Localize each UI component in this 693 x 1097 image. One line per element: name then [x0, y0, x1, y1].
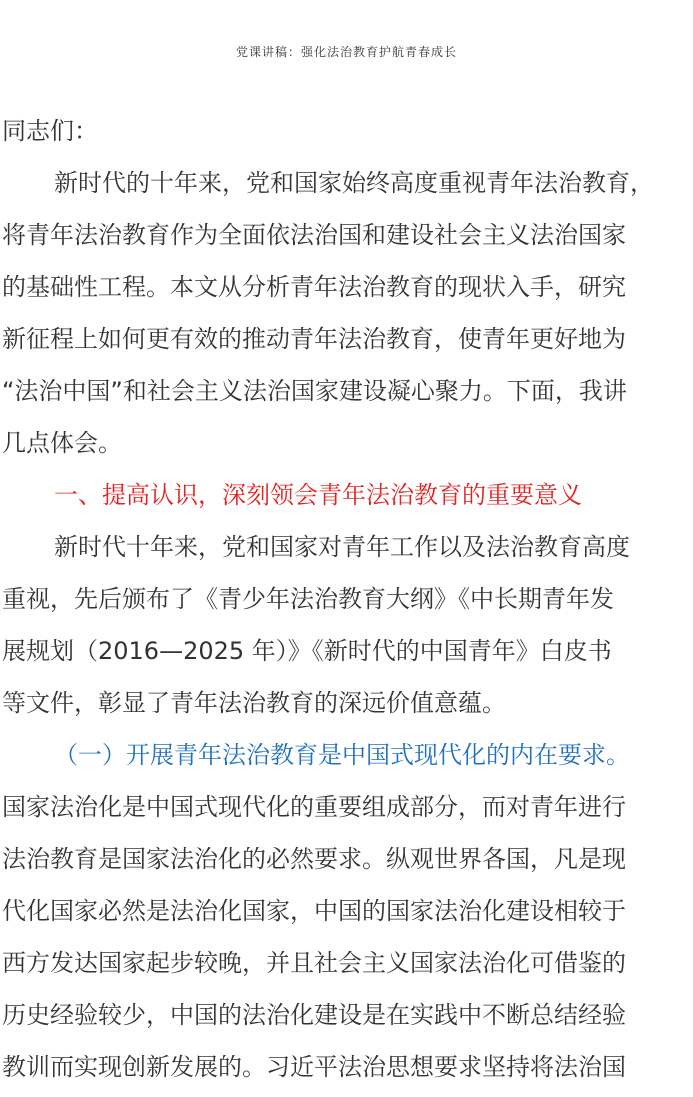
paragraph-line: 重视，先后颁布了《青少年法治教育大纲》《中长期青年发 — [2, 585, 614, 613]
paragraph-line: 新时代的十年来，党和国家始终高度重视青年法治教育， — [54, 169, 654, 197]
paragraph-line: 法治教育是国家法治化的必然要求。纵观世界各国，凡是现 — [2, 845, 626, 873]
paragraph-line: 的基础性工程。本文从分析青年法治教育的现状入手，研究 — [2, 273, 626, 301]
salutation: 同志们： — [2, 117, 98, 145]
paragraph-line: 历史经验较少，中国的法治化建设是在实践中不断总结经验 — [2, 1001, 626, 1029]
paragraph-line: 代化国家必然是法治化国家，中国的国家法治化建设相较于 — [2, 897, 626, 925]
paragraph-line: “法治中国”和社会主义法治国家建设凝心聚力。下面，我讲 — [2, 377, 627, 405]
document-title: 党课讲稿：强化法治教育护航青春成长 — [235, 45, 457, 59]
paragraph-line: 将青年法治教育作为全面依法治国和建设社会主义法治国家 — [2, 221, 626, 249]
paragraph-line: 教训而实现创新发展的。习近平法治思想要求坚持将法治国 — [2, 1053, 626, 1081]
paragraph-line: 等文件，彰显了青年法治教育的深远价值意蕴。 — [2, 689, 506, 717]
paragraph-line: 国家法治化是中国式现代化的重要组成部分，而对青年进行 — [2, 793, 626, 821]
paragraph-line: 西方发达国家起步较晚，并且社会主义国家法治化可借鉴的 — [2, 949, 626, 977]
subsection-heading-1: （一）开展青年法治教育是中国式现代化的内在要求。 — [54, 741, 630, 769]
paragraph-line: 新征程上如何更有效的推动青年法治教育，使青年更好地为 — [2, 325, 626, 353]
paragraph-line: 新时代十年来，党和国家对青年工作以及法治教育高度 — [54, 533, 630, 561]
paragraph-line: 几点体会。 — [2, 429, 122, 457]
section-heading-1: 一、提高认识，深刻领会青年法治教育的重要意义 — [54, 481, 582, 509]
paragraph-line: 展规划（2016—2025 年）》《新时代的中国青年》白皮书 — [2, 637, 612, 665]
